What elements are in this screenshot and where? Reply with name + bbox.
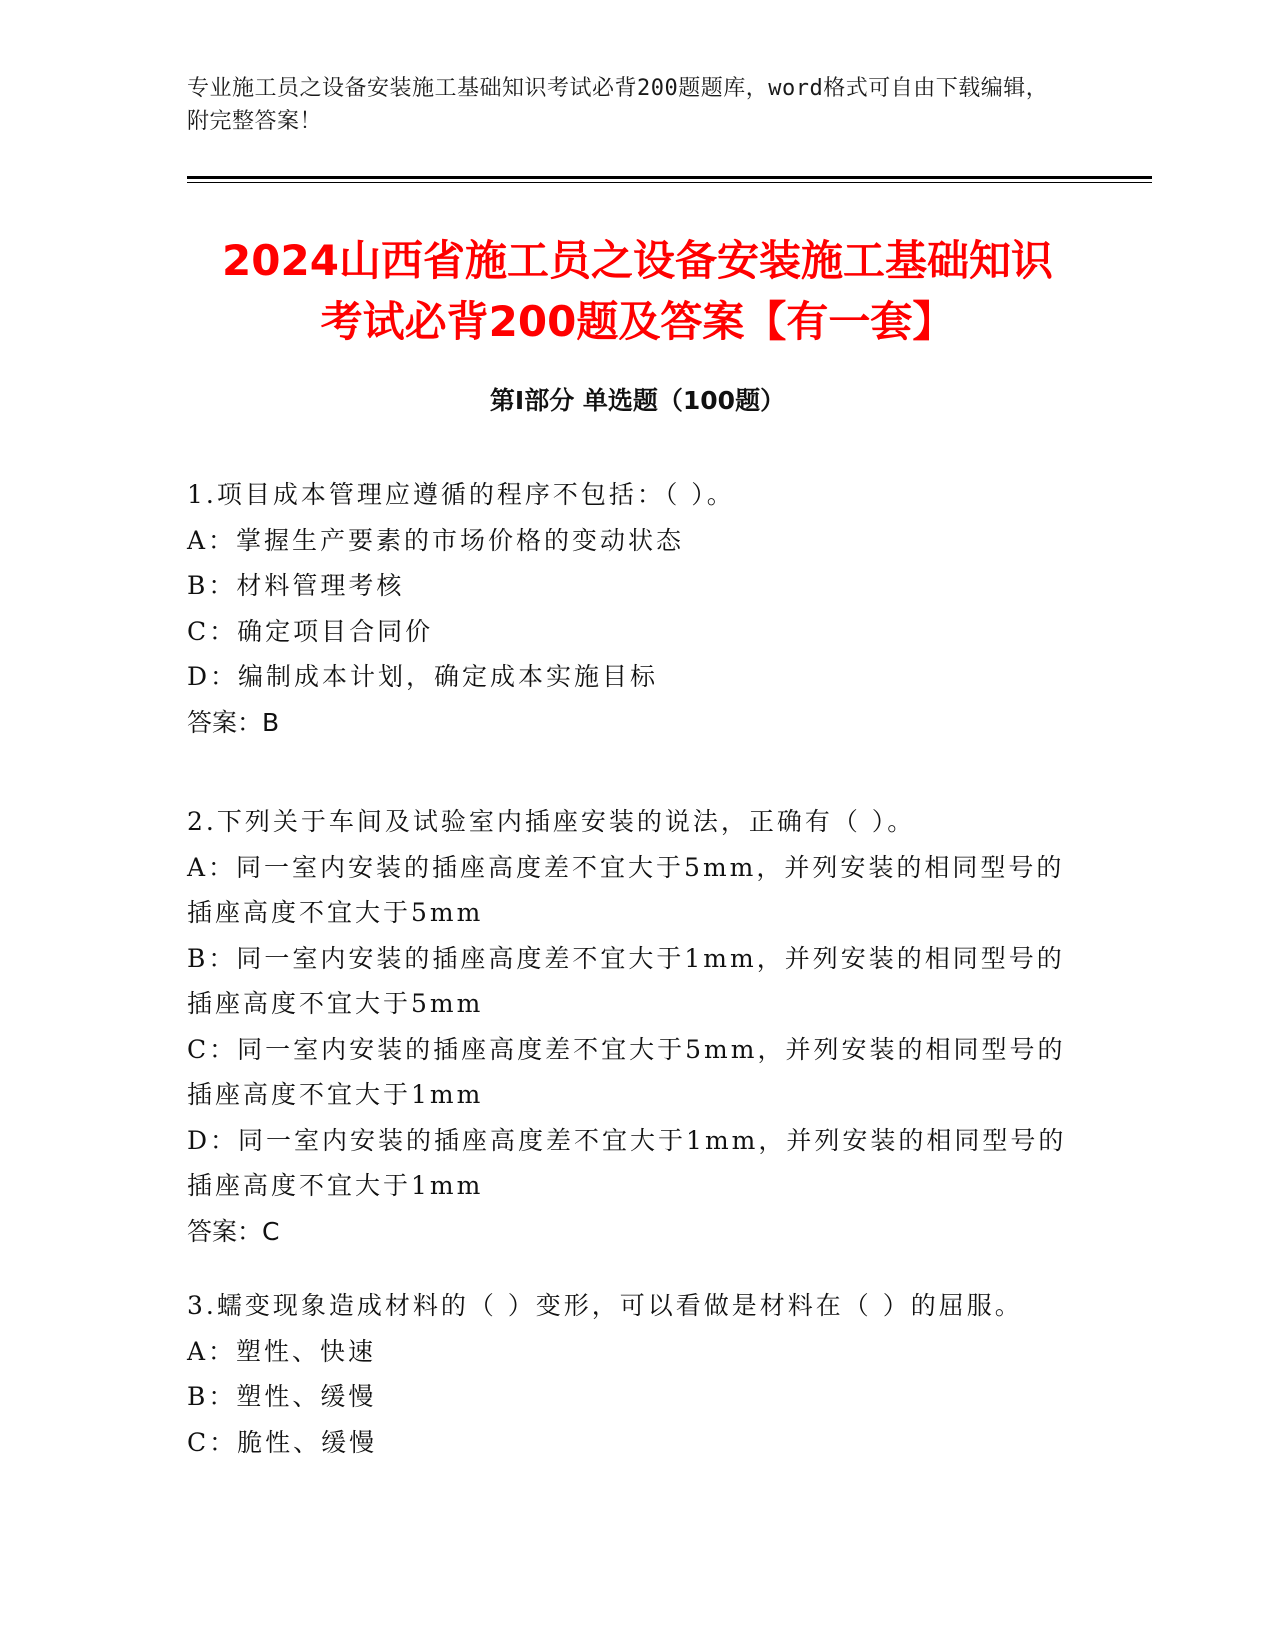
option-b: B：同一室内安装的插座高度差不宜大于1mm，并列安装的相同型号的插座高度不宜大于5mm xyxy=(187,943,1065,1018)
question-stem: 3.蠕变现象造成材料的（ ）变形，可以看做是材料在（ ）的屈服。 xyxy=(187,1291,1023,1320)
header-note: 专业施工员之设备安装施工基础知识考试必背200题题库，word格式可自由下载编辑，附完整答案！ xyxy=(187,76,1049,134)
question-1 xyxy=(187,472,1087,745)
question-3 xyxy=(187,1283,1087,1465)
option-d: D：编制成本计划，确定成本实施目标 xyxy=(187,662,659,691)
option-d: D：同一室内安装的插座高度差不宜大于1mm，并列安装的相同型号的插座高度不宜大于1mm xyxy=(187,1125,1067,1200)
question-2 xyxy=(187,799,1087,1254)
option-a: A：塑性、快速 xyxy=(187,1336,377,1366)
header-divider-thick xyxy=(187,176,1152,179)
header-divider-thin xyxy=(187,182,1152,183)
option-c: C：同一室内安装的插座高度差不宜大于5mm，并列安装的相同型号的插座高度不宜大于1mm xyxy=(187,1034,1066,1109)
question-stem: 2.下列关于车间及试验室内插座安装的说法，正确有（ ）。 xyxy=(187,807,916,836)
option-a: A：同一室内安装的插座高度差不宜大于5mm，并列安装的相同型号的插座高度不宜大于5mm xyxy=(187,852,1065,927)
question-stem: 1.项目成本管理应遵循的程序不包括：（ ）。 xyxy=(187,480,735,509)
option-b: B：塑性、缓慢 xyxy=(187,1382,377,1411)
option-c: C：确定项目合同价 xyxy=(187,616,434,646)
option-b: B：材料管理考核 xyxy=(187,571,405,600)
answer: 答案：B xyxy=(187,707,280,737)
option-c: C：脆性、缓慢 xyxy=(187,1427,378,1457)
answer: 答案：C xyxy=(187,1216,280,1246)
document-title xyxy=(130,230,1145,352)
title-line-2: 考试必背200题及答案【有一套】 xyxy=(320,297,955,346)
option-a: A：掌握生产要素的市场价格的变动状态 xyxy=(187,525,685,555)
section-heading: 第Ⅰ部分 单选题（100题） xyxy=(489,386,786,415)
title-line-1: 2024山西省施工员之设备安装施工基础知识 xyxy=(222,236,1053,285)
